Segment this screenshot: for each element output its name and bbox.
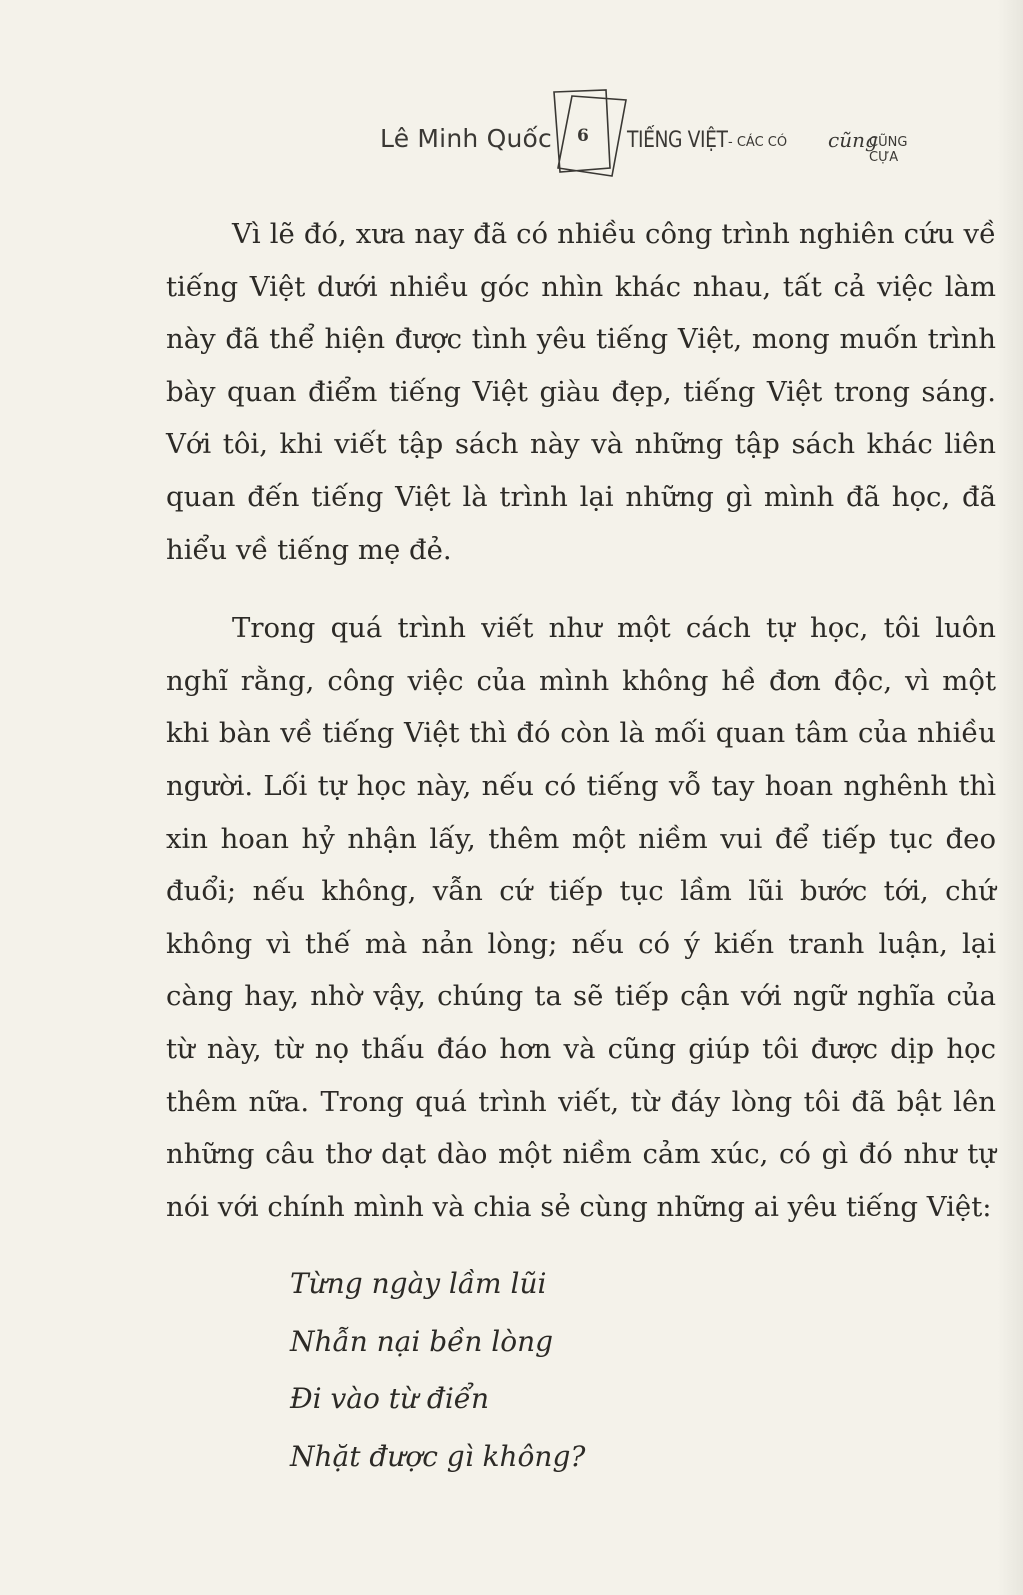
author-name: Lê Minh Quốc [380,124,552,153]
page-edge [997,0,1023,1595]
book-title-sub-2: CŨNG CỰA [869,135,908,165]
poem [290,1255,585,1485]
poem-line-1: Từng ngày lầm lũi [290,1267,547,1300]
book-title-main: TIẾNG VIỆT [627,128,728,153]
page-number-frame-icon [550,88,630,178]
paragraph-1: Vì lẽ đó, xưa nay đã có nhiều công trình nghiên cứu về tiếng Việt dưới nhiều góc nhìn khác nhau, tất cả việc làm này đã thể hiện được tình yêu tiếng Việt, mong muốn trình bày quan điểm tiếng Việt giàu đẹp, tiếng Việt trong sáng. Với tôi, khi viết tập sách này và những tập sách khác liên quan đến tiếng Việt là trình lại những gì mình đã học, đã hiểu về tiếng mẹ đẻ. [166,218,996,566]
running-header [380,88,940,178]
body-text [166,208,996,1233]
poem-line-2: Nhẫn nại bền lòng [290,1324,554,1358]
book-title-script: cũng [828,128,878,152]
poem-line-3: Đi vào từ điển [290,1382,490,1415]
poem-line-4: Nhặt được gì không? [290,1439,586,1473]
book-title-sub-1: - CÁC CÓ [728,135,788,150]
page-number: 6 [577,126,589,146]
paragraph-2: Trong quá trình viết như một cách tự học, tôi luôn nghĩ rằng, công việc của mình không hề đơn độc, vì một khi bàn về tiếng Việt thì đó còn là mối quan tâm của nhiều người. Lối tự học này, nếu có tiếng vỗ tay hoan nghênh thì xin hoan hỷ nhận lấy, thêm một niềm vui để tiếp tục đeo đuổi; nếu không, vẫn cứ tiếp tục lầm lũi bước tới, chứ không vì thế mà nản lòng; nếu có ý kiến tranh luận, lại càng hay, nhờ vậy, chúng ta sẽ tiếp cận với ngữ nghĩa của từ này, từ nọ thấu đáo hơn và cũng giúp tôi được dịp học thêm nữa. Trong quá trình viết, từ đáy lòng tôi đã bật lên những câu thơ dạt dào một niềm cảm xúc, có gì đó như tự nói với chính mình và chia sẻ cùng những ai yêu tiếng Việt: [166,612,996,1223]
